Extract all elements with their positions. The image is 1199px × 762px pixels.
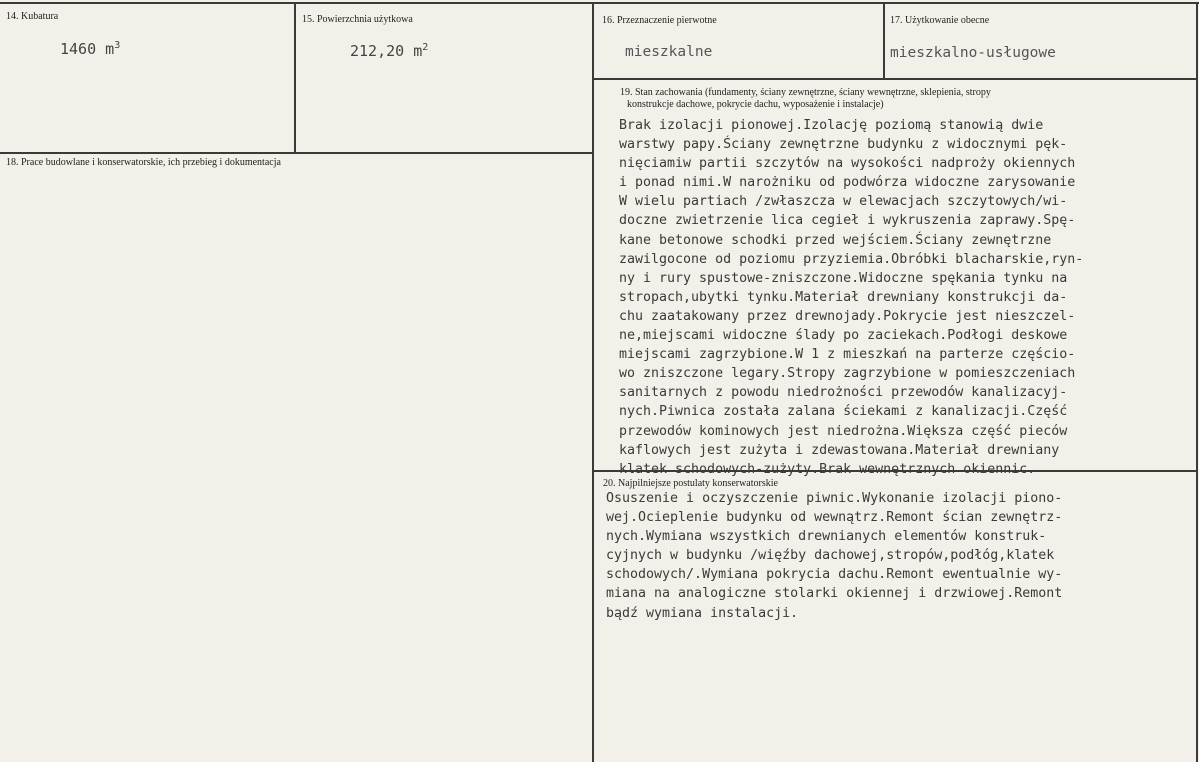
condition-line: nych.Piwnica została zalana ściekami z kanalizacji.Część: [619, 404, 1068, 420]
field-15-value: [350, 42, 428, 60]
divider-16-19: [592, 78, 1198, 80]
main-column-divider: [592, 2, 594, 762]
divider-14-15: [294, 2, 296, 152]
condition-line: W wielu partiach /zwłaszcza w elewacjach szczytowych/wi-: [619, 194, 1068, 210]
field-17-value: mieszkalno-usługowe: [890, 45, 1056, 61]
right-border: [1196, 2, 1198, 762]
field-17-label: 17. Użytkowanie obecne: [890, 15, 990, 26]
field-14-value: [60, 40, 120, 58]
condition-line: kaflowych jest zużyta i zdewastowana.Materiał drewniany: [619, 442, 1060, 458]
kubatura-unit-exponent: 3: [114, 40, 121, 51]
postulate-line: Osuszenie i oczyszczenie piwnic.Wykonanie izolacji piono-: [606, 491, 1063, 506]
field-18-label: 18. Prace budowlane i konserwatorskie, ich przebieg i dokumentacja: [6, 157, 281, 168]
field-16-label: 16. Przeznaczenie pierwotne: [602, 15, 717, 26]
condition-line: ny i rury spustowe-zniszczone.Widoczne spękania tynku na: [619, 270, 1068, 286]
field-14-label: 14. Kubatura: [6, 11, 59, 22]
condition-line: miejscami zagrzybione.W 1 z mieszkań na parterze częścio-: [619, 347, 1076, 363]
condition-line: klatek schodowych-zużyty.Brak wewnętrznych okiennic.: [619, 461, 1036, 477]
postulate-line: cyjnych w budynku /więźby dachowej,stropów,podłóg,klatek: [606, 548, 1055, 564]
postulate-line: schodowych/.Wymiana pokrycia dachu.Remont ewentualnie wy-: [606, 567, 1063, 583]
condition-line: wo zniszczone legary.Stropy zagrzybione w pomieszczeniach: [619, 366, 1076, 382]
top-border: [0, 2, 1199, 4]
postulate-line: miana na analogiczne stolarki okiennej i drzwiowej.Remont: [606, 586, 1063, 602]
postulate-line: bądź wymiana instalacji.: [606, 605, 799, 621]
condition-line: kane betonowe schodki przed wejściem.Ściany zewnętrzne: [619, 232, 1052, 248]
condition-line: zawilgocone od poziomu przyziemia.Obróbki blacharskie,ryn-: [619, 251, 1084, 267]
condition-line: stropach,ubytki tynku.Materiał drewniany konstrukcji da-: [619, 289, 1068, 305]
field-19-label-line-1: 19. Stan zachowania (fundamenty, ściany zewnętrzne, ściany wewnętrzne, sklepienia, stropy: [620, 87, 991, 98]
field-15-label: 15. Powierzchnia użytkowa: [302, 14, 413, 25]
condition-description: [619, 116, 1083, 479]
area-value: 212,20 m: [350, 42, 423, 60]
condition-line: przewodów kominowych jest niedrożna.Większa część pieców: [619, 423, 1068, 439]
condition-line: chu zaatakowany przez drewnojady.Pokrycie jest nieszczel-: [619, 308, 1076, 324]
condition-line: ne,miejscami widoczne ślady po zaciekach.Podłogi deskowe: [619, 328, 1068, 344]
divider-14-18: [0, 152, 594, 154]
field-16-value: mieszkalne: [625, 44, 713, 60]
kubatura-value: 1460 m: [60, 40, 115, 58]
field-20-label: 20. Najpilniejsze postulaty konserwatorskie: [603, 478, 778, 489]
condition-line: Brak izolacji pionowej.Izolację poziomą stanowią dwie: [619, 118, 1044, 133]
condition-line: warstwy papy.Ściany zewnętrzne budynku z widocznymi pęk-: [619, 137, 1068, 153]
area-unit-exponent: 2: [422, 42, 429, 53]
postulate-line: nych.Wymiana wszystkich drewnianych elementów konstruk-: [606, 529, 1047, 545]
divider-16-17: [883, 2, 885, 78]
conservation-postulates: [606, 489, 1062, 623]
condition-line: doczne zwietrzenie lica cegieł i wykruszenia zaprawy.Spę-: [619, 213, 1076, 229]
condition-line: i ponad nimi.W narożniku od podwórza widoczne zarysowanie: [619, 175, 1076, 191]
condition-line: nięciamiw partii szczytów na wysokości nadproży okiennych: [619, 156, 1076, 172]
condition-line: sanitarnych z powodu niedrożności przewodów kanalizacyj-: [619, 385, 1068, 401]
field-19-label-line-2: konstrukcje dachowe, pokrycie dachu, wyposażenie i instalacje): [627, 99, 884, 110]
postulate-line: wej.Ocieplenie budynku od wewnątrz.Remont ścian zewnętrz-: [606, 510, 1063, 526]
